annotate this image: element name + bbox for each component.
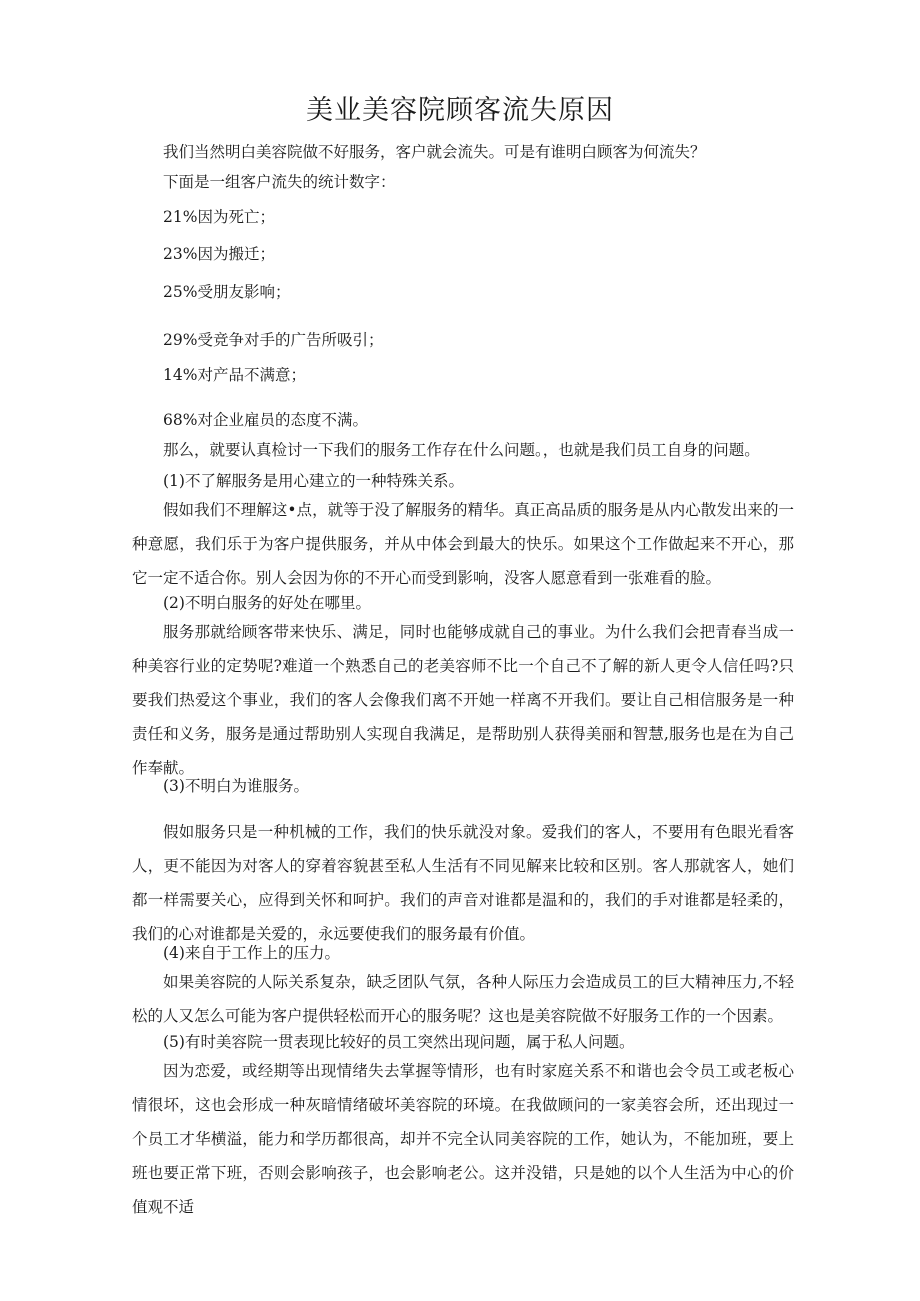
section-body-4: 如果美容院的人际关系复杂，缺乏团队气氛，各种人际压力会造成员工的巨大精神压力,不轻松的人又怎么可能为客户提供轻松而开心的服务呢？这也是美容院做不好服务工作的一个因素。 <box>132 973 794 1025</box>
stat-item: 29%受竞争对手的广告所吸引； <box>163 331 384 349</box>
stat-item: 23%因为搬迁； <box>163 245 275 263</box>
section-heading-4: (4)来自于工作上的压力。 <box>163 944 340 962</box>
stat-item: 21%因为死亡； <box>163 208 275 226</box>
stat-item: 68%对企业雇员的态度不满。 <box>163 411 368 429</box>
intro-line-2: 下面是一组客户流失的统计数字： <box>163 173 396 191</box>
section-heading-1: (1)不了解服务是用心建立的一种特殊关系。 <box>163 472 464 490</box>
section-heading-2: (2)不明白服务的好处在哪里。 <box>163 594 371 612</box>
section-body-2: 服务那就给顾客带来快乐、满足，同时也能够成就自己的事业。为什么我们会把青春当成一种美容行业的定势呢?难道一个熟悉自己的老美容师不比一个自己不了解的新人更令人信任吗?只要我们热爱这个事业，我们的客人会像我们离不开她一样离不开我们。要让自己相信服务是一种责任和义务，服务是通过帮助别人实现自我满足，是帮助别人获得美丽和智慧,服务也是在为自己作奉献。 <box>132 623 794 777</box>
stat-item: 14%对产品不满意； <box>163 366 306 384</box>
section-heading-5: (5)有时美容院一贯表现比较好的员工突然出现问题，属于私人问题。 <box>163 1033 635 1051</box>
transition-paragraph: 那么，就要认真检讨一下我们的服务工作存在什么问题。，也就是我们员工自身的问题。 <box>163 441 760 459</box>
section-heading-3: (3)不明白为谁服务。 <box>163 777 309 795</box>
intro-line-1: 我们当然明白美容院做不好服务，客户就会流失。可是有谁明白顾客为何流失？ <box>163 143 706 161</box>
section-body-5: 因为恋爱，或经期等出现情绪失去掌握等情形，也有时家庭关系不和谐也会令员工或老板心情很坏，这也会形成一种灰暗情绪破坏美容院的环境。在我做顾问的一家美容会所，还出现过一个员工才华横溢，能力和学历都很高，却并不完全认同美容院的工作，她认为，不能加班，要上班也要正常下班，否则会影响孩子，也会影响老公。这并没错，只是她的以个人生活为中心的价值观不适 <box>132 1062 794 1216</box>
section-body-1: 假如我们不理解这•点，就等于没了解服务的精华。真正高品质的服务是从内心散发出来的一种意愿，我们乐于为客户提供服务，并从中体会到最大的快乐。如果这个工作做起来不开心，那它一定不适合你。别人会因为你的不开心而受到影响，没客人愿意看到一张难看的脸。 <box>132 501 794 587</box>
page-title: 美业美容院顾客流失原因 <box>306 95 614 126</box>
section-body-3: 假如服务只是一种机械的工作，我们的快乐就没对象。爱我们的客人，不要用有色眼光看客人，更不能因为对客人的穿着容貌甚至私人生活有不同见解来比较和区别。客人那就客人，她们都一样需要关心，应得到关怀和呵护。我们的声音对谁都是温和的，我们的手对谁都是轻柔的，我们的心对谁都是关爱的，永远要使我们的服务最有价值。 <box>132 823 794 943</box>
stat-item: 25%受朋友影响； <box>163 283 291 301</box>
